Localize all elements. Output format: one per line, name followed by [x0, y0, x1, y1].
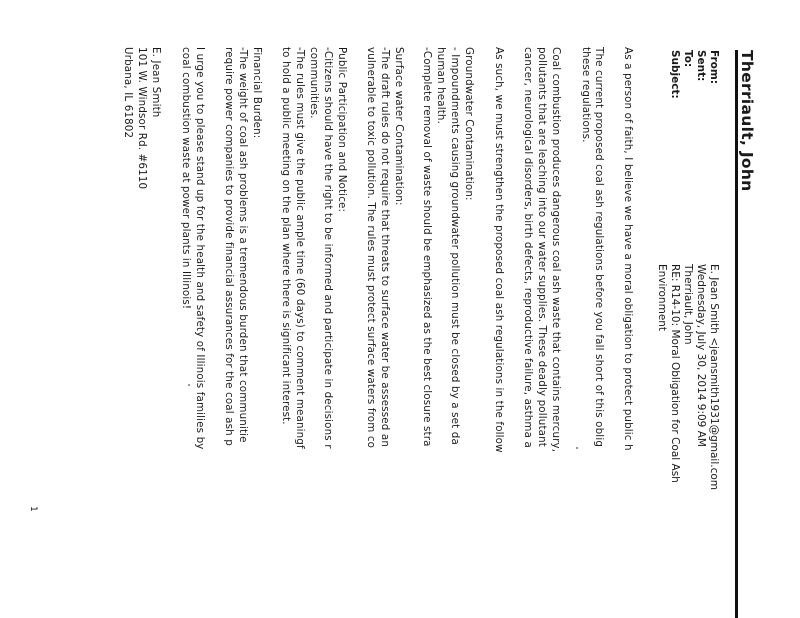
- document-title: Therriault, John: [738, 50, 756, 192]
- body-paragraph-2-line-3: cancer, neurological disorders, birth defects, reproductive failure, asthma a: [522, 47, 534, 448]
- financial-burden-line-1: -The weight of coal ash problems is a tremendous burden that communitie: [237, 47, 249, 443]
- title-underline: [735, 50, 738, 618]
- groundwater-line-1: - Impoundments causing groundwater pollution must be closed by a set da: [449, 47, 461, 445]
- groundwater-heading: Groundwater Contamination:: [463, 47, 475, 201]
- from-value: E. Jean Smith <jeansmith1931@gmail.com: [708, 264, 720, 491]
- public-participation-line-4: to hold a public meeting on the plan where there is significant interest.: [280, 47, 292, 425]
- public-participation-line-2: communities.: [308, 47, 320, 119]
- subject-value-continued: Environment: [656, 264, 668, 332]
- public-participation-line-3: -The rules must give the public ample time (60 days) to comment meaningf: [294, 47, 306, 449]
- signature-name: E. Jean Smith: [150, 47, 162, 118]
- body-paragraph-2-line-1: Coal combustion produces dangerous coal ash waste that contains mercury,: [550, 47, 562, 453]
- closing-line-2: coal combustion waste at power plants in Illinois!: [180, 47, 192, 310]
- to-label: To:: [682, 50, 694, 68]
- body-paragraph-3: As such, we must strengthen the proposed coal ash regulations in the follow: [493, 47, 505, 453]
- closing-line-1: I urge you to please stand up for the health and safety of Illinois families by: [194, 47, 206, 450]
- signature-street: 101 W. Windsor Rd. #6110: [136, 47, 148, 190]
- body-paragraph-1-line-2: these regulations.: [580, 47, 592, 143]
- public-participation-heading: Public Participation and Notice:: [336, 47, 348, 213]
- scan-speck: [188, 384, 190, 386]
- page-number: 1: [28, 506, 38, 512]
- from-label: From:: [708, 50, 720, 85]
- subject-label: Subject:: [669, 50, 681, 99]
- groundwater-line-2: human health.: [435, 47, 447, 125]
- surface-water-heading: Surface water Contamination:: [393, 47, 405, 206]
- groundwater-line-3: -Complete removal of waste should be emphasized as the best closure stra: [421, 47, 433, 447]
- surface-water-line-2: vulnerable to toxic pollution. The rules must protect surface waters from co: [365, 47, 377, 449]
- scan-speck: [576, 447, 578, 449]
- subject-value: RE: R14-10: Moral Obligation for Coal Ash: [669, 264, 681, 483]
- sent-value: Wednesday, July 30, 2014 9:09 AM: [695, 264, 707, 447]
- to-value: Therriault, John: [682, 264, 694, 345]
- signature-city: Urbana, IL 61802: [122, 47, 134, 139]
- body-paragraph-1-line-1: The current proposed coal ash regulations before you fall short of this oblig: [593, 47, 605, 448]
- public-participation-line-1: -Citizens should have the right to be informed and participate in decisions r: [322, 47, 334, 449]
- body-paragraph-2-line-2: pollutants that are leaching into our water supplies. These deadly pollutant: [536, 47, 548, 447]
- financial-burden-heading: Financial Burden:: [251, 47, 263, 139]
- body-intro: As a person of faith, I believe we have a moral obligation to protect public h: [622, 47, 634, 451]
- surface-water-line-1: -The draft rules do not require that threats to surface water be assessed an: [379, 47, 391, 447]
- sent-label: Sent:: [695, 50, 707, 82]
- financial-burden-line-2: require power companies to provide financial assurances for the coal ash p: [223, 47, 235, 446]
